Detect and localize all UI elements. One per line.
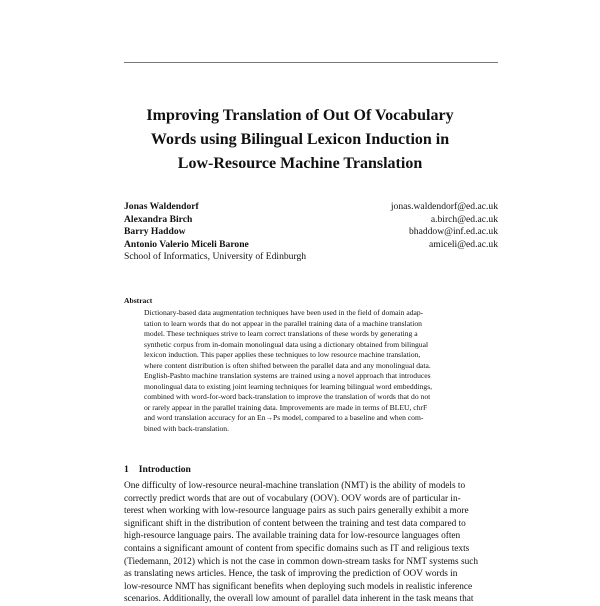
intro-line: One difficulty of low-resource neural-machine translation (NMT) is the ability of models to — [124, 481, 466, 491]
intro-line: scenarios. Additionally, the overall low amount of parallel data inherent in the task means that — [124, 594, 474, 605]
introduction-body — [124, 480, 498, 606]
title-line: Low-Resource Machine Translation — [177, 155, 423, 172]
author-name: Jonas Waldendorf — [124, 201, 199, 212]
intro-line: correctly predict words that are out of vocabulary (OOV). OOV words are of particular in- — [124, 493, 461, 504]
intro-line: high-resource language pairs. The available training data for low-resource languages often — [124, 531, 461, 542]
author-block — [124, 201, 498, 264]
author-name: Barry Haddow — [124, 226, 186, 238]
intro-line: significant shift in the distribution of content between the training and test data compared to — [124, 518, 466, 529]
abstract-line: monolingual data to existing joint learning techniques for learning bilingual word embeddings, — [144, 381, 433, 391]
abstract-line: English-Pashto machine translation systems are trained using a novel approach that introduces — [144, 371, 431, 381]
intro-line: contains a significant amount of content from specific domains such as IT and religious texts — [124, 543, 470, 554]
abstract-line: Dictionary-based data augmentation techniques have been used in the field of domain adap- — [144, 308, 424, 317]
intro-line: terest when working with low-resource language pairs as such pairs generally exhibit a more — [124, 506, 469, 517]
abstract-line: bined with back-translation. — [144, 424, 229, 434]
abstract-line: tation to learn words that do not appear in the parallel training data of a machine translation — [144, 318, 422, 328]
title-line: Words using Bilingual Lexicon Induction in — [150, 131, 450, 148]
author-row — [124, 201, 498, 214]
author-email: amiceli@ed.ac.uk — [428, 238, 498, 250]
section-title: Introduction — [138, 464, 191, 475]
abstract-line: combined with word-for-word back-translation to improve the translation of words that do not — [144, 392, 431, 402]
author-email: jonas.waldendorf@ed.ac.uk — [390, 201, 498, 212]
affiliation: School of Informatics, University of Edinburgh — [124, 251, 307, 263]
abstract-line: where content distribution is often shifted between the parallel data and any monolingual data. — [144, 360, 431, 370]
section-number: 1 — [124, 464, 129, 475]
section-heading — [124, 464, 191, 476]
intro-line: low-resource NMT has significant benefits when deploying such models in realistic inference — [124, 581, 473, 592]
author-name: Alexandra Birch — [124, 213, 193, 225]
top-rule — [124, 62, 498, 63]
abstract-line: and word translation accuracy for an En→Ps model, compared to a baseline and when com- — [144, 413, 424, 423]
intro-line: as translating news articles. Hence, the task of improving the prediction of OOV words in — [124, 569, 458, 580]
title-line: Improving Translation of Out Of Vocabulary — [146, 107, 454, 124]
abstract-line: lexicon induction. This paper applies these techniques to low resource machine translation, — [144, 350, 421, 360]
author-email: bhaddow@inf.ed.ac.uk — [408, 226, 498, 238]
paper-title — [100, 104, 500, 176]
abstract-line: or rarely appear in the parallel training data. Improvements are made in terms of BLEU, chrF — [144, 402, 428, 412]
abstract-body — [144, 308, 490, 435]
author-row — [124, 214, 498, 227]
author-row — [124, 239, 498, 252]
abstract-line: model. These techniques strive to learn correct translations of these words by generating a — [144, 329, 418, 339]
author-row — [124, 226, 498, 239]
intro-line: (Tiedemann, 2012) which is not the case in common down-stream tasks for NMT systems such — [124, 556, 479, 567]
author-email: a.birch@ed.ac.uk — [430, 213, 498, 225]
author-name: Antonio Valerio Miceli Barone — [124, 238, 249, 250]
abstract-line: synthetic corpus from in-domain monolingual data using a dictionary obtained from bilingual — [144, 339, 429, 349]
abstract-heading: Abstract — [124, 296, 153, 305]
